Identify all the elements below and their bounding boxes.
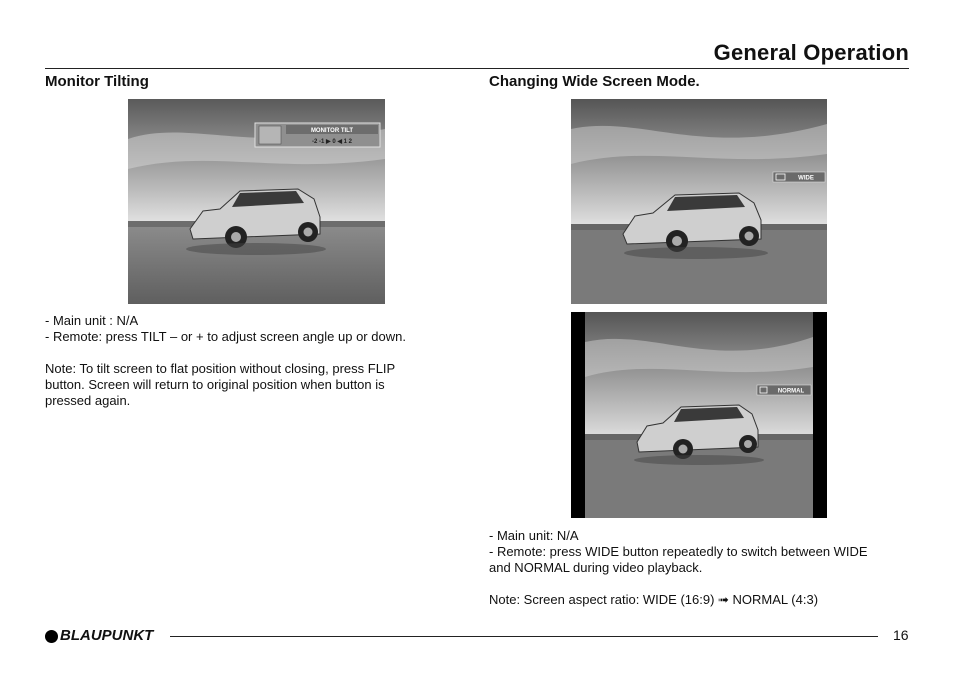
wide-screen-text <box>489 528 868 608</box>
left-line <box>45 345 406 361</box>
right-line <box>489 576 868 592</box>
left-line: pressed again. <box>45 393 131 408</box>
left-line: - Main unit : N/A <box>45 313 139 328</box>
monitor-tilting-text <box>45 313 406 409</box>
monitor-tilt-osd-scale: -2 -1 ▶ 0 ◀ 1 2 <box>312 139 352 145</box>
monitor-tilt-photo <box>128 99 385 304</box>
left-line: Note: To tilt screen to flat position without closing, press FLIP <box>45 361 396 376</box>
normal-osd-label: NORMAL <box>777 388 805 395</box>
brand-logo-icon <box>45 630 58 643</box>
right-line: - Remote: press WIDE button repeatedly to switch between WIDE <box>489 544 868 559</box>
monitor-tilt-osd-label: MONITOR TILT <box>310 128 354 134</box>
brand-logo: BLAUPUNKT <box>60 627 154 644</box>
right-line: Note: Screen aspect ratio: WIDE (16:9) ➟ NORMAL (4:3) <box>489 592 819 607</box>
page-number: 16 <box>893 627 909 643</box>
monitor-tilting-heading: Monitor Tilting <box>45 73 149 90</box>
footer-rule <box>170 636 878 637</box>
left-line: - Remote: press TILT – or + to adjust screen angle up or down. <box>45 329 406 344</box>
wide-screen-heading: Changing Wide Screen Mode. <box>489 73 700 90</box>
right-line: - Main unit: N/A <box>489 528 579 543</box>
wide-osd-label: WIDE <box>798 175 814 182</box>
page-title: General Operation <box>713 40 909 65</box>
header-rule <box>45 68 909 69</box>
normal-mode-photo <box>571 312 827 518</box>
wide-mode-photo <box>571 99 827 304</box>
right-line: and NORMAL during video playback. <box>489 560 703 575</box>
left-line: button. Screen will return to original position when button is <box>45 377 385 392</box>
